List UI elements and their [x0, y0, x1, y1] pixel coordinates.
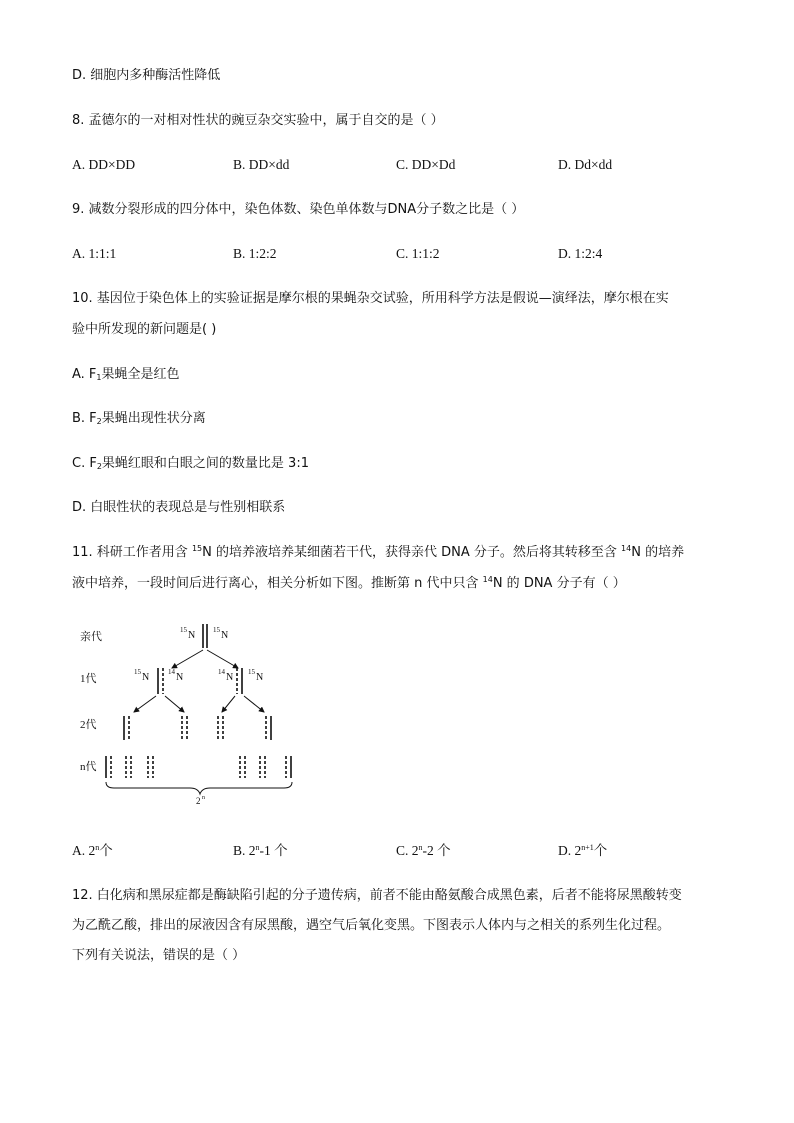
q11-option-c-prefix: C. 2 [396, 843, 419, 858]
q10-option-c-subscript: 2 [96, 462, 102, 471]
q11-option-c-sup: n [418, 843, 423, 852]
q10-option-d: D. 白眼性状的表现总是与性别相联系 [72, 500, 286, 515]
brace-label-exp: n [202, 795, 205, 801]
q12-stem-line2: 为乙酰乙酸，排出的尿液因含有尿黑酸，遇空气后氧化变黑。下图表示人体内与之相关的系列生化过程。 [72, 918, 671, 933]
q11-option-a-suffix: 个 [99, 843, 113, 858]
q11-option-a [72, 841, 113, 861]
q11-stem-line1 [72, 543, 684, 563]
q7-option-d: D. 细胞内多种酶活性降低 [72, 68, 221, 83]
arrow-parent-left [172, 650, 203, 668]
q9-option-b: B. 1:2:2 [233, 246, 277, 261]
gen1-left-sup15: 15 [134, 668, 141, 676]
q9-option-a: A. 1:1:1 [72, 246, 117, 261]
gen1-left-sup14: 14 [168, 668, 175, 676]
brace-label-base: 2 [196, 796, 201, 806]
q10-option-b-text: 果蝇出现性状分离 [101, 411, 206, 426]
q11-superscript-15: 15 [191, 544, 203, 553]
gen1-right-n15: N [256, 672, 264, 683]
q10-option-a-text: 果蝇全是红色 [101, 367, 180, 382]
q10-stem-line1: 10. 基因位于染色体上的实验证据是摩尔根的果蝇杂交试验，所用科学方法是假说—演绎法，摩尔根在实 [72, 291, 669, 306]
q10-option-a-prefix: A. F [72, 367, 97, 382]
dna-replication-diagram [72, 618, 312, 808]
q11-stem-line1-b: N 的培养液培养某细菌若干代，获得亲代 DNA 分子。然后将其转移至含 [202, 545, 622, 560]
q10-option-c-prefix: C. F [72, 456, 97, 471]
arrow-parent-right [207, 650, 238, 668]
q11-option-c [396, 841, 451, 861]
q12-stem-line3: 下列有关说法，错误的是（ ） [72, 948, 246, 963]
q11-option-b-sup: n [255, 843, 260, 852]
q11-option-b-prefix: B. 2 [233, 843, 256, 858]
row-label-parent: 亲代 [80, 631, 102, 643]
row-label-genn: n代 [80, 761, 97, 773]
q10-option-c-text: 果蝇红眼和白眼之间的数量比是 3:1 [101, 456, 309, 471]
q10-option-b [72, 409, 206, 429]
q10-option-b-prefix: B. F [72, 411, 97, 426]
q8-option-b: B. DD×dd [233, 157, 290, 172]
q12-stem-line1: 12. 白化病和黑尿症都是酶缺陷引起的分子遗传病，前者不能由酪氨酸合成黑色素，后者不能将尿黑酸转变 [72, 888, 682, 903]
q9-option-c: C. 1:1:2 [396, 246, 440, 261]
q8-option-a: A. DD×DD [72, 157, 136, 172]
q11-stem-line1-a: 11. 科研工作者用含 [72, 545, 192, 560]
parent-right-sup: 15 [213, 626, 220, 634]
q10-option-a [72, 365, 180, 385]
q11-option-b [233, 841, 288, 861]
q10-option-b-subscript: 2 [96, 417, 102, 426]
gen1-right-sup14: 14 [218, 668, 225, 676]
q11-option-b-suffix: -1 个 [259, 843, 288, 858]
q11-stem-line1-c: N 的培养 [631, 545, 685, 560]
q9-option-d: D. 1:2:4 [558, 246, 603, 261]
q10-option-a-subscript: 1 [96, 373, 102, 382]
arrow-gen1-d [244, 696, 264, 712]
gen1-left-n15: N [142, 672, 150, 683]
q8-option-d: D. Dd×dd [558, 157, 613, 172]
arrow-gen1-b [165, 696, 184, 712]
q11-superscript-14b: 14 [482, 575, 493, 584]
q11-stem-line2-a: 液中培养，一段时间后进行离心，相关分析如下图。推断第 n 代中只含 [72, 576, 483, 591]
row-label-gen1: 1代 [80, 673, 97, 685]
q9-stem: 9. 减数分裂形成的四分体中，染色体数、染色单体数与DNA分子数之比是（ ） [72, 202, 525, 217]
q11-option-a-sup: n [95, 843, 100, 852]
q11-stem-line2-b: N 的 DNA 分子有（ ） [492, 576, 626, 591]
parent-right-n: N [221, 630, 229, 641]
gen1-right-n14: N [226, 672, 234, 683]
q11-option-d-sup: n+1 [581, 843, 594, 852]
genn-molecules [106, 756, 291, 778]
parent-left-sup: 15 [180, 626, 187, 634]
gen1-right-sup15: 15 [248, 668, 255, 676]
arrow-gen1-c [222, 696, 235, 712]
q11-superscript-14: 14 [621, 544, 632, 553]
parent-left-n: N [188, 630, 196, 641]
q8-option-c: C. DD×Dd [396, 157, 456, 172]
arrow-gen1-a [134, 696, 156, 712]
q8-stem: 8. 孟德尔的一对相对性状的豌豆杂交实验中，属于自交的是（ ） [72, 113, 444, 128]
q11-option-a-prefix: A. 2 [72, 843, 96, 858]
gen2-molecules [124, 716, 271, 740]
q11-option-d [558, 841, 607, 861]
brace [106, 782, 292, 794]
gen1-left-n14: N [176, 672, 184, 683]
q10-option-c [72, 454, 309, 474]
q11-option-d-suffix: 个 [593, 843, 608, 858]
row-label-gen2: 2代 [80, 719, 97, 731]
q11-stem-line2 [72, 574, 626, 594]
q11-option-c-suffix: -2 个 [422, 843, 451, 858]
q11-option-d-prefix: D. 2 [558, 843, 582, 858]
q10-stem-line2: 验中所发现的新问题是( ) [72, 322, 217, 337]
